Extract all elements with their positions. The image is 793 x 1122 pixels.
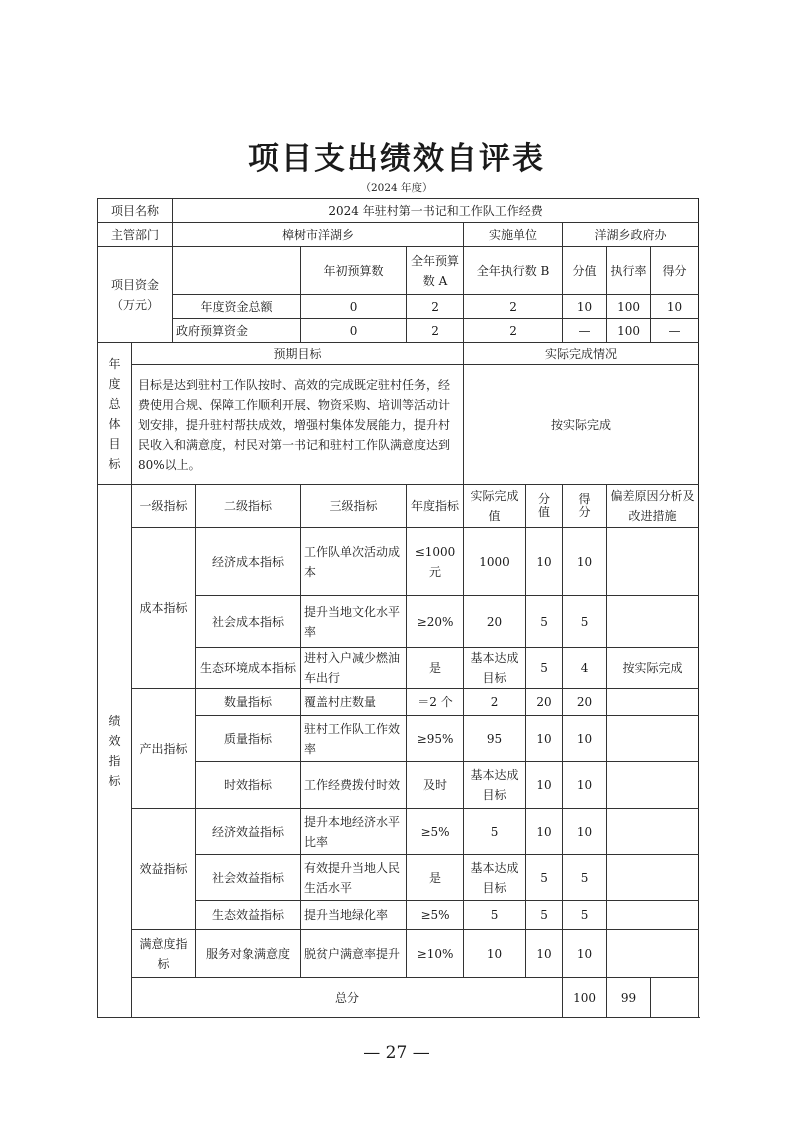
funds-header-row: [98, 247, 699, 295]
deviation: [607, 528, 699, 596]
level2: 生态效益指标: [196, 901, 301, 930]
score-value: 10: [526, 528, 563, 596]
funds-annual-a: 2: [407, 319, 464, 343]
actual-value: 95: [464, 716, 526, 762]
funds-row: [98, 319, 699, 343]
funds-header-exec-b: 全年执行数 B: [464, 247, 563, 295]
level2: 经济效益指标: [196, 809, 301, 855]
level1-benefit: 效益指标: [132, 809, 196, 930]
performance-side-text: 绩效指标: [108, 714, 121, 788]
deviation: [607, 855, 699, 901]
score-value: 10: [526, 716, 563, 762]
annual-target: ≥10%: [407, 930, 464, 978]
annual-target: ≥5%: [407, 901, 464, 930]
funds-header-annual-a: 全年预算数 A: [407, 247, 464, 295]
funds-label-line2: （万元）: [111, 297, 160, 312]
score-value: 10: [526, 930, 563, 978]
performance-side-label: [98, 485, 132, 1018]
level2: 社会成本指标: [196, 596, 301, 648]
actual-value: 1000: [464, 528, 526, 596]
score: 5: [563, 901, 607, 930]
actual-value: 基本达成目标: [464, 762, 526, 809]
side-char: 体: [108, 416, 121, 431]
level3: 工作经费拨付时效: [301, 762, 407, 809]
expected-goal-text: 目标是达到驻村工作队按时、高效的完成既定驻村任务，经费使用合规、保障工作顺利开展、物资采购、培训等活动计划安排，提升驻村帮扶成效，增强村集体发展能力，提升村民收入和满意度，村民对第一书记和驻村工作队满意度达到 80%以上。: [132, 365, 464, 485]
project-name-label: 项目名称: [98, 199, 173, 223]
level3: 有效提升当地人民生活水平: [301, 855, 407, 901]
score: 5: [563, 596, 607, 648]
annual-target: ＝2 个: [407, 689, 464, 716]
funds-exec-b: 2: [464, 295, 563, 319]
actual-value: 5: [464, 901, 526, 930]
funds-exec-b: 2: [464, 319, 563, 343]
funds-score: —: [651, 319, 699, 343]
header-actual-value: 实际完成值: [464, 485, 526, 528]
deviation: [607, 762, 699, 809]
score: 10: [563, 716, 607, 762]
actual-value: 基本达成目标: [464, 648, 526, 689]
score-value: 5: [526, 648, 563, 689]
deviation: 按实际完成: [607, 648, 699, 689]
indicator-row: [98, 689, 699, 716]
implementing-unit-label: 实施单位: [464, 223, 563, 247]
funds-score-value: —: [563, 319, 607, 343]
level2: 经济成本指标: [196, 528, 301, 596]
score: 10: [563, 762, 607, 809]
header-level2: 二级指标: [196, 485, 301, 528]
side-char: 度: [108, 376, 121, 391]
level2: 数量指标: [196, 689, 301, 716]
indicator-row: [98, 528, 699, 596]
actual-value: 基本达成目标: [464, 855, 526, 901]
annual-goal-side-label: [98, 343, 132, 485]
score: 4: [563, 648, 607, 689]
level1-output: 产出指标: [132, 689, 196, 809]
indicator-row: [98, 809, 699, 855]
level2: 生态环境成本指标: [196, 648, 301, 689]
annual-target: 是: [407, 648, 464, 689]
level2: 时效指标: [196, 762, 301, 809]
score: 5: [563, 855, 607, 901]
header-score-text: 得分: [578, 492, 591, 519]
annual-target: ≥95%: [407, 716, 464, 762]
department-row: [98, 223, 699, 247]
header-score-value-text: 分值: [538, 492, 551, 519]
side-char: 标: [108, 456, 121, 471]
deviation: [607, 901, 699, 930]
side-char: 总: [108, 396, 121, 411]
side-char: 目: [108, 436, 121, 451]
level1-cost: 成本指标: [132, 528, 196, 689]
funds-header-blank: [173, 247, 301, 295]
funds-label-line1: 项目资金: [111, 277, 160, 292]
score-value: 5: [526, 855, 563, 901]
score: 10: [563, 528, 607, 596]
total-label: 总分: [132, 978, 563, 1018]
project-name-value: 2024 年驻村第一书记和工作队工作经费: [173, 199, 699, 223]
total-score: 99: [607, 978, 651, 1018]
score: 10: [563, 809, 607, 855]
level3: 脱贫户满意率提升: [301, 930, 407, 978]
department-label: 主管部门: [98, 223, 173, 247]
goal-content-row: [98, 365, 699, 485]
level2: 服务对象满意度: [196, 930, 301, 978]
page-title: 项目支出绩效自评表: [248, 141, 545, 177]
page-subtitle: （2024 年度）: [360, 182, 433, 194]
self-evaluation-table: [97, 198, 699, 1018]
goal-header-row: [98, 343, 699, 365]
score: 10: [563, 930, 607, 978]
funds-exec-rate: 100: [607, 295, 651, 319]
perf-header-row: [98, 485, 699, 528]
level3: 驻村工作队工作效率: [301, 716, 407, 762]
page-number: — 27 —: [363, 1043, 430, 1063]
funds-label: [98, 247, 173, 343]
funds-header-score: 得分: [651, 247, 699, 295]
annual-target: ≥5%: [407, 809, 464, 855]
annual-target: ≤1000元: [407, 528, 464, 596]
score: 20: [563, 689, 607, 716]
department-value: 樟树市洋湖乡: [173, 223, 464, 247]
level3: 工作队单次活动成本: [301, 528, 407, 596]
level3: 提升当地文化水平率: [301, 596, 407, 648]
total-deviation: [651, 978, 699, 1018]
header-level1: 一级指标: [132, 485, 196, 528]
actual-completion-header: 实际完成情况: [464, 343, 699, 365]
project-name-row: [98, 199, 699, 223]
implementing-unit-value: 洋湖乡政府办: [563, 223, 699, 247]
score-value: 10: [526, 762, 563, 809]
total-score-value: 100: [563, 978, 607, 1018]
funds-header-initial: 年初预算数: [301, 247, 407, 295]
total-row: [98, 978, 699, 1018]
funds-score: 10: [651, 295, 699, 319]
funds-row-label: 年度资金总额: [173, 295, 301, 319]
score-value: 20: [526, 689, 563, 716]
level1-satisfaction: 满意度指标: [132, 930, 196, 978]
level3: 进村入户减少燃油车出行: [301, 648, 407, 689]
level2: 质量指标: [196, 716, 301, 762]
expected-goal-header: 预期目标: [132, 343, 464, 365]
header-annual-target: 年度指标: [407, 485, 464, 528]
deviation: [607, 689, 699, 716]
actual-completion-text: 按实际完成: [464, 365, 699, 485]
funds-row-label: 政府预算资金: [173, 319, 301, 343]
score-value: 5: [526, 596, 563, 648]
annual-target: ≥20%: [407, 596, 464, 648]
deviation: [607, 809, 699, 855]
actual-value: 5: [464, 809, 526, 855]
deviation: [607, 930, 699, 978]
funds-exec-rate: 100: [607, 319, 651, 343]
funds-initial: 0: [301, 295, 407, 319]
funds-initial: 0: [301, 319, 407, 343]
header-score: [563, 485, 607, 528]
level3: 提升本地经济水平比率: [301, 809, 407, 855]
score-value: 10: [526, 809, 563, 855]
side-char: 年: [108, 356, 121, 371]
level3: 覆盖村庄数量: [301, 689, 407, 716]
deviation: [607, 596, 699, 648]
level2: 社会效益指标: [196, 855, 301, 901]
header-deviation: 偏差原因分析及改进措施: [607, 485, 699, 528]
actual-value: 2: [464, 689, 526, 716]
deviation: [607, 716, 699, 762]
actual-value: 20: [464, 596, 526, 648]
funds-header-exec-rate: 执行率: [607, 247, 651, 295]
funds-header-score-value: 分值: [563, 247, 607, 295]
indicator-row: [98, 930, 699, 978]
header-score-value: [526, 485, 563, 528]
annual-target: 是: [407, 855, 464, 901]
funds-annual-a: 2: [407, 295, 464, 319]
funds-score-value: 10: [563, 295, 607, 319]
actual-value: 10: [464, 930, 526, 978]
annual-target: 及时: [407, 762, 464, 809]
score-value: 5: [526, 901, 563, 930]
level3: 提升当地绿化率: [301, 901, 407, 930]
funds-row: [98, 295, 699, 319]
header-level3: 三级指标: [301, 485, 407, 528]
